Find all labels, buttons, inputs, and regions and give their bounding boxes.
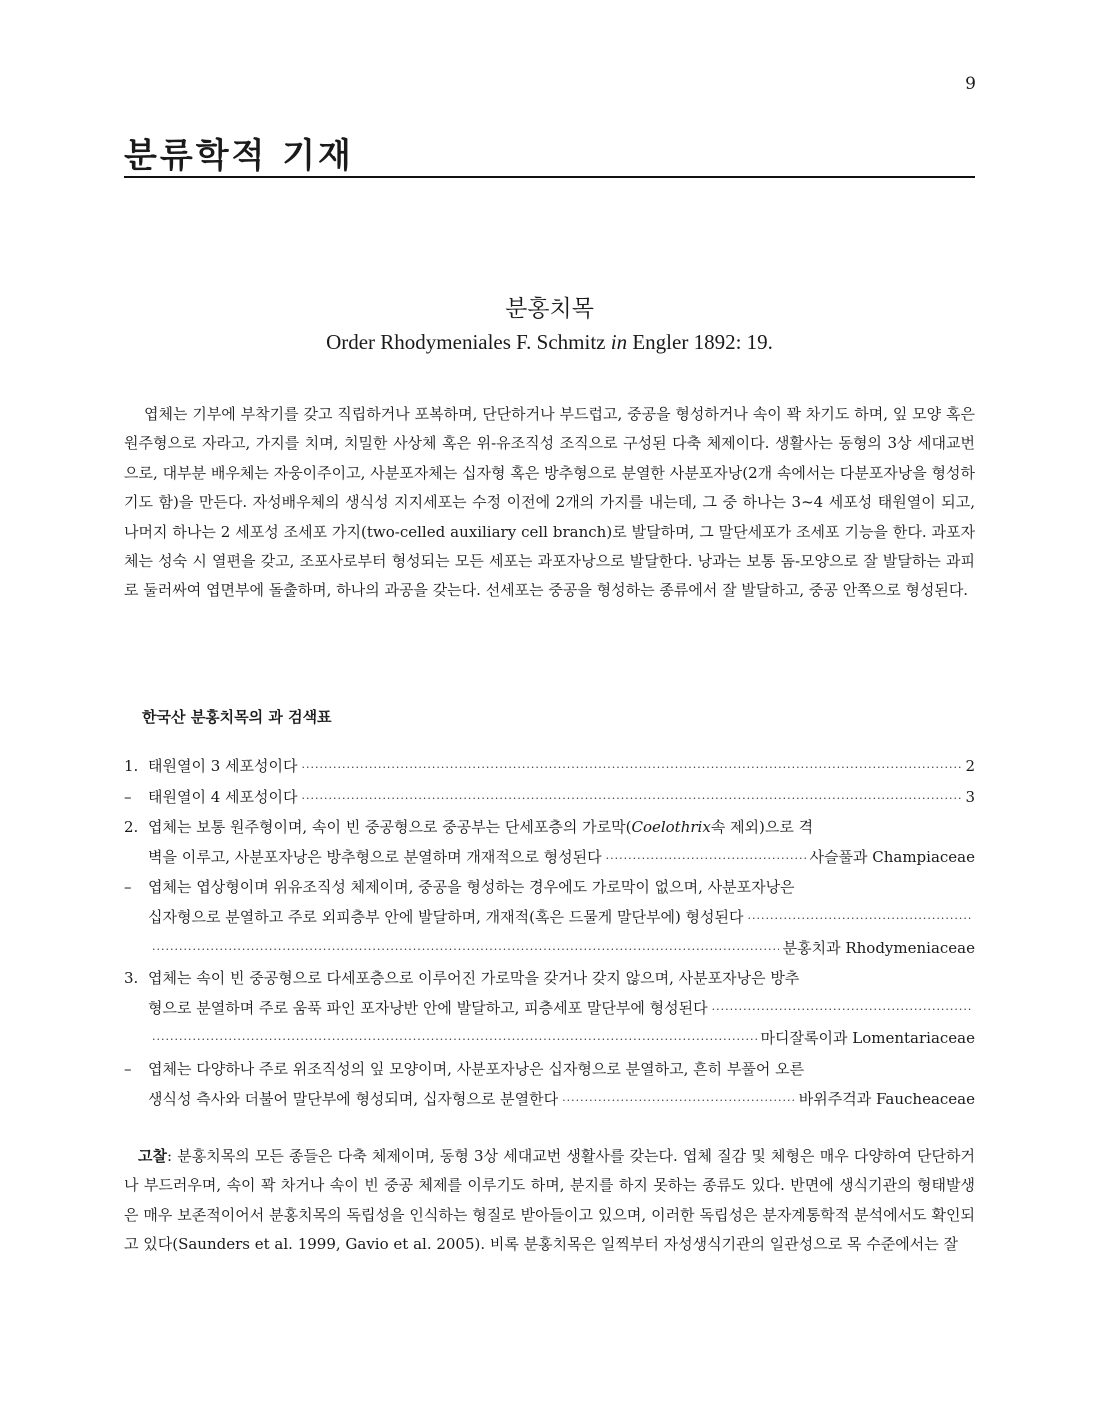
key-entry-number: – <box>124 1059 132 1078</box>
order-description: 엽체는 기부에 부착기를 갖고 직립하거나 포복하며, 단단하거나 부드럽고, 중공을 형성하거나 속이 꽉 차기도 하며, 잎 모양 혹은 원주형으로 자라고, 가지를 치며, 치밀한 사상체 혹은 위-유조직성 조직으로 구성된 다축 체제이다. 생활사는 동형의 3상 세대교번으로, 대부분 배우체는 자웅이주이고, 사분포자체는 십자형 혹은 방추형으로 분열한 사분포자낭(2개 속에서는 다분포자낭을 형성하기도 함)을 만든다. 자성배우체의 생식성 지지세포는 수정 이전에 2개의 가지를 내는데, 그 중 하나는 3~4 세포성 태원열이 되고, 나머지 하나는 2 세포성 조세포 가지(two-celled auxiliary cell branch)로 발달하며, 그 말단세포가 조세포 기능을 한다. 과포자체는 성숙 시 열편을 갖고, 조포사로부터 형성되는 모든 세포는 과포자낭으로 발달한다. 낭과는 보통 돔-모양으로 잘 발달하는 과피로 둘러싸여 엽면부에 돌출하며, 하나의 과공을 갖는다. 선세포는 중공을 형성하는 종류에서 잘 발달하고, 중공 안쪽으로 형성된다. <box>124 405 975 600</box>
key-heading: 한국산 분홍치목의 과 검색표 <box>142 708 332 726</box>
key-entry-line <box>148 903 975 934</box>
key-entry-line <box>148 752 975 783</box>
order-korean-name: 분홍치목 <box>505 296 594 322</box>
key-entry-line <box>148 843 975 874</box>
key-entry <box>124 873 975 964</box>
key-entry-line <box>148 783 975 814</box>
key-leader-dots <box>152 1025 757 1055</box>
key-entry-result: 바위주걱과 Faucheaceae <box>798 1089 975 1108</box>
key-entry-result: 마디잘록이과 Lomentariaceae <box>760 1029 975 1048</box>
key-entry-number: – <box>124 878 132 897</box>
key-leader-dots <box>152 935 779 965</box>
key-entry-line <box>148 934 975 965</box>
key-entry-text-a: 엽체는 보통 원주형이며, 속이 빈 중공형으로 중공부는 단세포층의 가로막( <box>148 818 632 837</box>
family-key <box>124 752 975 1115</box>
key-entry-result: 사슬풀과 Champiaceae <box>809 847 975 866</box>
chapter-title: 분류학적 기재 <box>124 136 354 176</box>
key-entry-number: 3. <box>124 969 139 988</box>
order-latin-name <box>124 330 975 355</box>
key-entry-number: – <box>124 787 132 806</box>
key-entry-result: 3 <box>965 787 975 806</box>
key-entry-text <box>148 813 975 843</box>
key-entry-line <box>148 994 975 1025</box>
key-entry-number: 2. <box>124 818 139 837</box>
key-entry-text: 엽체는 다양하나 주로 위조직성의 잎 모양이며, 사분포자낭은 십자형으로 분열하고, 흔히 부풀어 오른 <box>148 1059 805 1078</box>
order-latin-suffix: Engler 1892: 19. <box>627 330 773 354</box>
key-entry-text: 엽체는 엽상형이며 위유조직성 체제이며, 중공을 형성하는 경우에도 가로막이 없으며, 사분포자낭은 <box>148 878 795 897</box>
order-latin-in: in <box>610 330 628 354</box>
key-entry-line <box>148 1085 975 1116</box>
key-entry-result: 분홍치과 Rhodymeniaceae <box>782 938 975 957</box>
key-leader-dots <box>606 844 806 874</box>
key-leader-dots <box>562 1086 795 1116</box>
key-entry <box>124 964 975 1055</box>
key-entry-genus: Coelothrix <box>631 818 711 837</box>
key-entry-result: 2 <box>965 757 975 775</box>
remarks-text: : 분홍치목의 모든 종들은 다축 체제이며, 동형 3상 세대교번 생활사를 갖는다. 엽체 질감 및 체형은 매우 다양하여 단단하거나 부드러우며, 속이 꽉 차거나 속이 빈 중공 체제를 이루기도 하며, 분지를 하지 못하는 종류도 있다. 반면에 생식기관의 형태발생은 매우 보존적이어서 분홍치목의 독립성을 인식하는 형질로 받아들이고 있으며, 이러한 독립성은 분자계통학적 분석에서도 확인되고 있다(Saunders et al. 1999, Gavio et al. 2005). 비록 분홍치목은 일찍부터 자성생식기관의 일관성으로 목 수준에서는 잘 <box>124 1147 975 1254</box>
key-entry-text-b: 속 제외)으로 격 <box>710 818 814 837</box>
key-entry-lead: 태원열이 4 세포성이다 <box>148 787 298 806</box>
key-entry-line <box>148 1024 975 1055</box>
key-entry-lead: 생식성 측사와 더불어 말단부에 형성되며, 십자형으로 분열한다 <box>148 1089 559 1108</box>
key-entry <box>124 813 975 873</box>
page-number: 9 <box>965 74 976 94</box>
key-entry-number: 1. <box>124 757 139 775</box>
key-entry-lead: 벽을 이루고, 사분포자낭은 방추형으로 분열하며 개재적으로 형성된다 <box>148 847 602 866</box>
key-entry-lead: 태원열이 3 세포성이다 <box>148 757 298 775</box>
key-leader-dots <box>302 784 962 814</box>
key-entry-lead: 형으로 분열하며 주로 움푹 파인 포자낭반 안에 발달하고, 피층세포 말단부에 형성된다 <box>148 998 708 1017</box>
key-entry <box>124 752 975 783</box>
key-entry-lead: 십자형으로 분열하고 주로 외피층부 안에 발달하며, 개재적(혹은 드물게 말단부에) 형성된다 <box>148 907 744 926</box>
key-entry <box>124 783 975 814</box>
chapter-divider <box>124 176 975 178</box>
key-leader-dots <box>712 995 971 1025</box>
key-entry <box>124 1055 975 1115</box>
remarks-label: 고찰 <box>138 1147 167 1165</box>
key-leader-dots <box>748 904 971 934</box>
order-latin-prefix: Order Rhodymeniales F. Schmitz <box>326 330 611 354</box>
key-leader-dots <box>302 753 962 783</box>
key-entry-text: 엽체는 속이 빈 중공형으로 다세포층으로 이루어진 가로막을 갖거나 갖지 않으며, 사분포자낭은 방추 <box>148 969 800 988</box>
remarks-paragraph <box>124 1142 975 1260</box>
